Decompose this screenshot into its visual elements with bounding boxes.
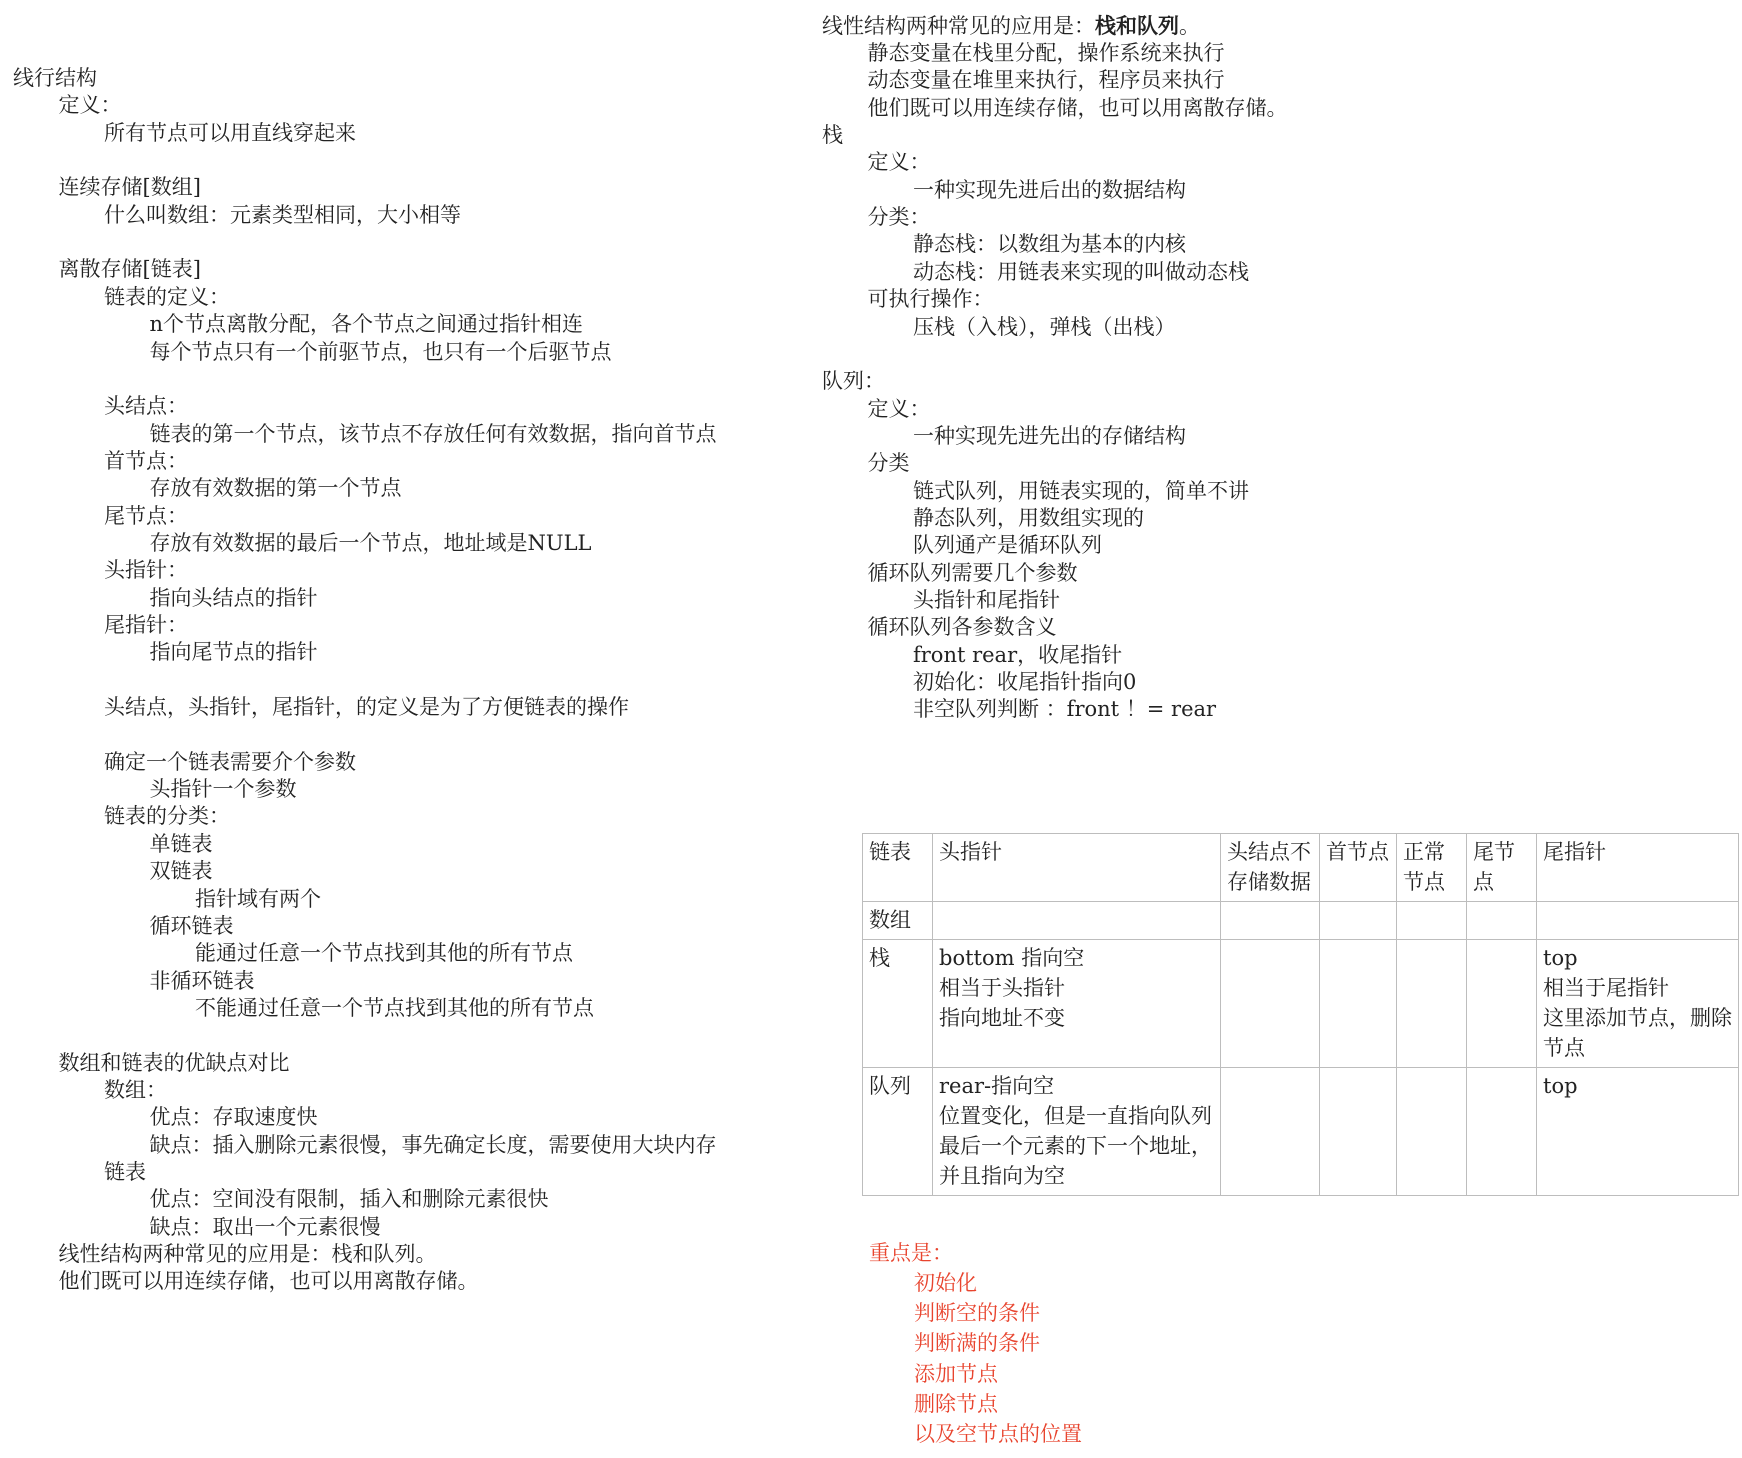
key-point-item: 初始化 <box>914 1271 977 1295</box>
right-note-line: 分类 <box>867 451 910 476</box>
left-note-line: 尾节点： <box>104 503 188 528</box>
left-note-line: n个节点离散分配，各个节点之间通过指针相连 <box>149 312 584 337</box>
table-header-cell: 正常节点 <box>1397 834 1467 902</box>
table-row <box>863 940 1739 1068</box>
table-cell-line: 相当于尾指针 <box>1543 976 1669 1000</box>
table-cell <box>1467 1068 1537 1196</box>
table-cell <box>1397 1068 1467 1196</box>
left-note-line: 链表 <box>104 1160 146 1184</box>
right-note-line: 队列： <box>822 369 885 394</box>
left-note-line: 存放有效数据的第一个节点 <box>149 476 402 501</box>
right-note-line: 静态栈：以数组为基本的内核 <box>913 232 1186 257</box>
left-note-line: 不能通过任意一个节点找到其他的所有节点 <box>195 995 594 1020</box>
left-note-line: 尾指针： <box>104 613 188 637</box>
right-note-line: 头指针和尾指针 <box>913 588 1060 612</box>
right-note-line: 静态变量在栈里分配，操作系统来执行 <box>867 41 1225 65</box>
table-cell <box>1537 940 1739 1068</box>
left-note-line: 头指针： <box>104 558 188 583</box>
table-cell <box>1397 902 1467 940</box>
left-note-line: 单链表 <box>149 831 213 856</box>
left-note-line: 缺点：取出一个元素很慢 <box>149 1214 381 1239</box>
table-cell <box>1467 940 1537 1068</box>
key-point-item: 判断满的条件 <box>914 1331 1040 1356</box>
table-header-row <box>863 834 1739 902</box>
right-note-line: 一种实现先进后出的数据结构 <box>913 177 1186 202</box>
intro-end: 。 <box>1179 14 1200 38</box>
table-row <box>863 902 1739 940</box>
right-note-line: 初始化：收尾指针指向0 <box>913 670 1137 695</box>
table-header-cell: 头指针 <box>933 834 1221 902</box>
table-cell-line: top <box>1543 1074 1578 1098</box>
table-header-cell: 头结点不存储数据 <box>1221 834 1320 902</box>
right-note-line: 动态栈：用链表来实现的叫做动态栈 <box>913 259 1249 284</box>
right-note-line: 动态变量在堆里来执行，程序员来执行 <box>867 68 1225 93</box>
right-note-line: 定义： <box>867 150 931 175</box>
table-header-cell: 首节点 <box>1320 834 1397 902</box>
table-cell-line: 相当于头指针 <box>939 976 1065 1000</box>
table-cell <box>1537 1068 1739 1196</box>
key-point-item: 添加节点 <box>914 1361 998 1386</box>
table-cell <box>1320 940 1397 1068</box>
left-note-line: 指向头结点的指针 <box>149 585 318 610</box>
table-cell <box>1397 940 1467 1068</box>
right-note-line: 队列通产是循环队列 <box>913 533 1102 558</box>
table-cell-line: top <box>1543 946 1578 970</box>
table-cell <box>863 902 933 940</box>
left-note-line: 数组和链表的优缺点对比 <box>58 1050 290 1075</box>
table-header-cell: 链表 <box>863 834 933 902</box>
left-note-line: 存放有效数据的最后一个节点，地址域是NULL <box>149 530 592 555</box>
left-note-line: 线性结构两种常见的应用是：栈和队列。 <box>58 1242 437 1267</box>
left-note-line: 链表的定义： <box>104 284 230 309</box>
left-note-line: 指针域有两个 <box>195 886 321 911</box>
left-note-line: 缺点：插入删除元素很慢，事先确定长度，需要使用大块内存 <box>149 1132 717 1157</box>
right-note-line: 压栈（入栈），弹栈（出栈） <box>913 314 1176 339</box>
left-note-line: 确定一个链表需要介个参数 <box>104 749 356 774</box>
left-note-line: 连续存储[数组] <box>58 175 201 200</box>
right-note-line: 循环队列各参数含义 <box>867 615 1057 640</box>
table-row <box>863 1068 1739 1196</box>
table-cell <box>1221 940 1320 1068</box>
key-point-item: 以及空节点的位置 <box>914 1422 1082 1446</box>
right-note-line: 非空队列判断 ：front ！= rear <box>913 697 1217 722</box>
table-cell <box>933 902 1221 940</box>
left-note-line: 定义： <box>58 93 122 118</box>
left-note-line: 链表的分类： <box>104 804 230 829</box>
table-cell <box>1320 902 1397 940</box>
right-note-line: front rear，收尾指针 <box>913 642 1123 667</box>
table-cell <box>933 1068 1221 1196</box>
left-note-line: 头结点： <box>104 394 188 419</box>
left-note-line: 非循环链表 <box>149 968 255 993</box>
table-cell <box>1537 902 1739 940</box>
intro-bold-text: 栈和队列 <box>1095 13 1179 38</box>
key-point-item: 删除节点 <box>914 1391 998 1416</box>
right-note-line: 他们既可以用连续存储，也可以用离散存储。 <box>867 95 1288 120</box>
left-note-line: 所有节点可以用直线穿起来 <box>104 120 356 145</box>
left-note-line: 优点：存取速度快 <box>149 1105 318 1130</box>
table-cell-line: 这里添加节点，删除节点 <box>1543 1006 1732 1060</box>
left-note-line: 头结点，头指针，尾指针，的定义是为了方便链表的操作 <box>104 695 629 720</box>
table-cell-line: 栈 <box>869 946 890 970</box>
left-note-line: 能通过任意一个节点找到其他的所有节点 <box>195 941 573 966</box>
table-cell <box>863 940 933 1068</box>
right-note-line: 可执行操作： <box>867 287 994 312</box>
table-cell <box>1320 1068 1397 1196</box>
table-cell <box>1221 902 1320 940</box>
table-cell <box>933 940 1221 1068</box>
table-header-cell: 尾指针 <box>1537 834 1739 902</box>
table-cell-line: bottom 指向空 <box>939 946 1085 970</box>
left-note-line: 数组： <box>104 1077 167 1102</box>
right-note-line: 链式队列，用链表实现的，简单不讲 <box>913 478 1249 503</box>
table-cell <box>1221 1068 1320 1196</box>
table-cell-line: 数组 <box>869 908 911 932</box>
table-cell-line: 指向地址不变 <box>939 1006 1065 1030</box>
right-note-line: 循环队列需要几个参数 <box>867 560 1078 585</box>
intro-text: 线性结构两种常见的应用是： <box>822 14 1095 38</box>
right-note-line: 分类： <box>867 205 931 230</box>
left-note-line: 线行结构 <box>13 66 97 90</box>
left-note-line: 双链表 <box>149 859 213 884</box>
right-note-line: 一种实现先进先出的存储结构 <box>913 423 1186 448</box>
left-note-line: 循环链表 <box>149 913 234 938</box>
left-note-line: 链表的第一个节点，该节点不存放任何有效数据，指向首节点 <box>149 421 717 446</box>
left-note-line: 离散存储[链表] <box>58 257 201 282</box>
right-note-line: 定义： <box>867 396 931 421</box>
table-header-cell: 尾节点 <box>1467 834 1537 902</box>
left-note-line: 指向尾节点的指针 <box>149 640 318 665</box>
right-note-line: 静态队列，用数组实现的 <box>913 505 1144 530</box>
right-intro-line <box>822 11 1200 41</box>
left-note-line: 优点：空间没有限制，插入和删除元素很快 <box>149 1187 549 1212</box>
left-note-line: 他们既可以用连续存储，也可以用离散存储。 <box>58 1269 479 1294</box>
comparison-table <box>862 833 1739 1196</box>
right-note-line: 栈 <box>822 123 843 148</box>
left-note-line: 什么叫数组：元素类型相同，大小相等 <box>104 202 461 227</box>
key-point-item: 判断空的条件 <box>914 1301 1040 1326</box>
left-note-line: 头指针一个参数 <box>149 777 297 802</box>
table-cell-line: 队列 <box>869 1074 911 1098</box>
left-note-line: 首节点： <box>104 448 188 473</box>
key-points-title: 重点是： <box>869 1241 953 1265</box>
left-note-line: 每个节点只有一个前驱节点，也只有一个后驱节点 <box>149 339 612 364</box>
table-cell-line: rear-指向空 <box>939 1074 1055 1098</box>
table-cell <box>863 1068 933 1196</box>
table-cell <box>1467 902 1537 940</box>
table-cell-line: 位置变化，但是一直指向队列最后一个元素的下一个地址，并且指向为空 <box>939 1104 1212 1188</box>
